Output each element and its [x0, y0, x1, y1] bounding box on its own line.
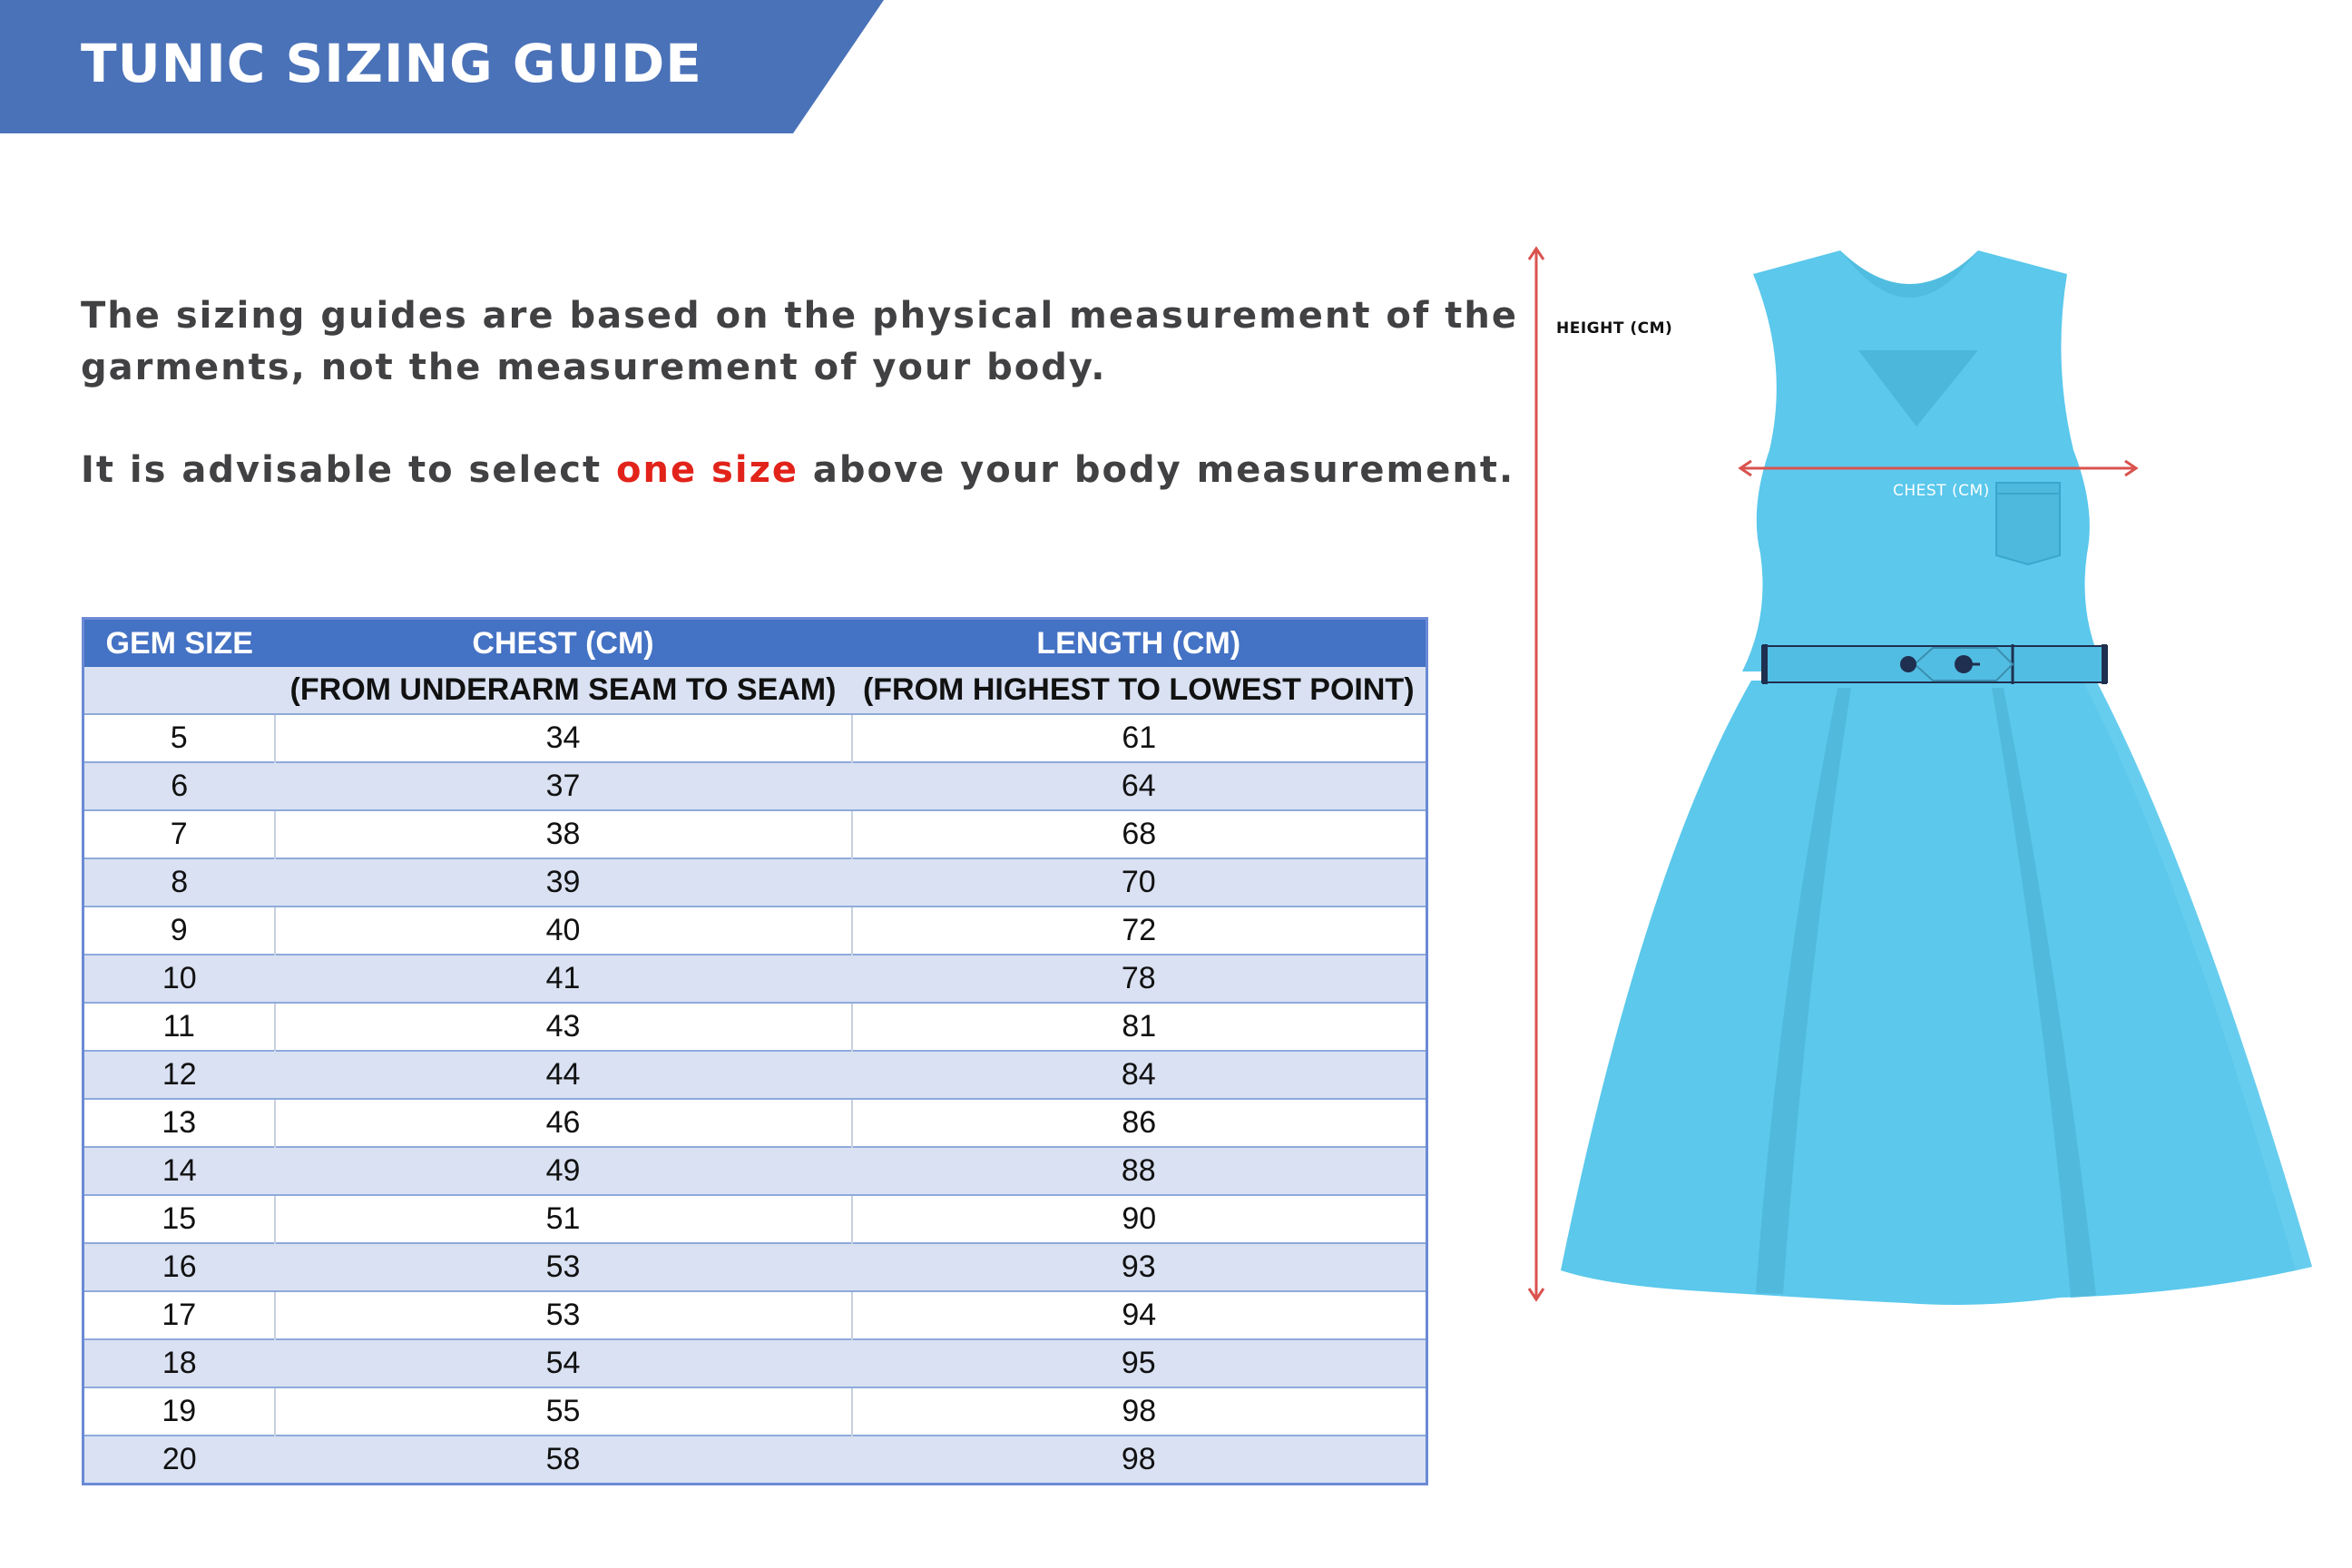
subheader-length: (FROM HIGHEST TO LOWEST POINT) — [852, 667, 1427, 714]
chest-cell: 44 — [275, 1051, 852, 1099]
table-row — [83, 762, 1427, 810]
length-cell: 61 — [852, 714, 1427, 762]
size-cell: 13 — [83, 1099, 275, 1147]
belt-button — [1900, 656, 1916, 672]
height-label: HEIGHT (CM) — [1556, 319, 1673, 338]
chest-cell: 40 — [275, 906, 852, 955]
table-row — [83, 1099, 1427, 1147]
advice-text-after: above your body measurement. — [799, 449, 1515, 491]
dress-bodice — [1742, 250, 2105, 671]
size-cell: 17 — [83, 1291, 275, 1339]
length-cell: 84 — [852, 1051, 1427, 1099]
advice-paragraph — [81, 445, 1515, 496]
length-cell: 98 — [852, 1387, 1427, 1436]
header-length: LENGTH (CM) — [852, 619, 1427, 668]
length-cell: 93 — [852, 1243, 1427, 1291]
table-row — [83, 1436, 1427, 1485]
table-row — [83, 858, 1427, 906]
table-row — [83, 1195, 1427, 1243]
size-cell: 5 — [83, 714, 275, 762]
length-cell: 68 — [852, 810, 1427, 858]
table-row — [83, 1387, 1427, 1436]
header-chest: CHEST (CM) — [275, 619, 852, 668]
advice-text-before: It is advisable to select — [81, 449, 617, 491]
chest-cell: 43 — [275, 1003, 852, 1051]
chest-cell: 37 — [275, 762, 852, 810]
size-cell: 15 — [83, 1195, 275, 1243]
chest-label: CHEST (CM) — [1893, 482, 1990, 500]
length-cell: 78 — [852, 955, 1427, 1003]
chest-cell: 58 — [275, 1436, 852, 1485]
table-row — [83, 1339, 1427, 1387]
chest-cell: 51 — [275, 1195, 852, 1243]
size-cell: 7 — [83, 810, 275, 858]
length-cell: 90 — [852, 1195, 1427, 1243]
table-row — [83, 1147, 1427, 1195]
chest-cell: 41 — [275, 955, 852, 1003]
intro-text — [81, 290, 1518, 496]
table-row — [83, 810, 1427, 858]
page-title: TUNIC SIZING GUIDE — [81, 33, 702, 94]
chest-cell: 34 — [275, 714, 852, 762]
advice-highlight: one size — [616, 449, 799, 491]
table-row — [83, 955, 1427, 1003]
disclaimer-line-1: The sizing guides are based on the physical measurement of the — [81, 295, 1518, 337]
chest-cell: 49 — [275, 1147, 852, 1195]
table-row — [83, 714, 1427, 762]
title-banner — [0, 0, 884, 133]
size-cell: 10 — [83, 955, 275, 1003]
table-row — [83, 1243, 1427, 1291]
size-cell: 11 — [83, 1003, 275, 1051]
size-cell: 18 — [83, 1339, 275, 1387]
chest-cell: 38 — [275, 810, 852, 858]
dress-skirt — [1561, 681, 2312, 1305]
length-cell: 86 — [852, 1099, 1427, 1147]
header-gem-size: GEM SIZE — [83, 619, 275, 668]
chest-cell: 53 — [275, 1243, 852, 1291]
size-cell: 12 — [83, 1051, 275, 1099]
disclaimer-line-2: garments, not the measurement of your body. — [81, 347, 1107, 388]
length-cell: 70 — [852, 858, 1427, 906]
table-row — [83, 1291, 1427, 1339]
length-cell: 98 — [852, 1436, 1427, 1485]
dress-drawing — [1506, 236, 2323, 1325]
size-cell: 20 — [83, 1436, 275, 1485]
size-cell: 8 — [83, 858, 275, 906]
dress-illustration — [1506, 236, 2323, 1325]
chest-cell: 55 — [275, 1387, 852, 1436]
length-cell: 94 — [852, 1291, 1427, 1339]
length-cell: 64 — [852, 762, 1427, 810]
size-cell: 19 — [83, 1387, 275, 1436]
size-cell: 16 — [83, 1243, 275, 1291]
length-cell: 95 — [852, 1339, 1427, 1387]
length-cell: 72 — [852, 906, 1427, 955]
table-row — [83, 906, 1427, 955]
sizing-table — [82, 617, 1428, 1485]
table-row — [83, 1003, 1427, 1051]
table-subheader-row — [83, 667, 1427, 714]
disclaimer-paragraph — [81, 290, 1518, 394]
length-cell: 81 — [852, 1003, 1427, 1051]
table-header-row — [83, 619, 1427, 668]
subheader-gem-size — [83, 667, 275, 714]
chest-cell: 53 — [275, 1291, 852, 1339]
chest-cell: 39 — [275, 858, 852, 906]
chest-cell: 54 — [275, 1339, 852, 1387]
size-cell: 6 — [83, 762, 275, 810]
size-cell: 14 — [83, 1147, 275, 1195]
table-row — [83, 1051, 1427, 1099]
length-cell: 88 — [852, 1147, 1427, 1195]
dress-pocket — [1996, 483, 2060, 564]
size-cell: 9 — [83, 906, 275, 955]
chest-cell: 46 — [275, 1099, 852, 1147]
height-measure-line — [1529, 249, 1544, 1299]
subheader-chest: (FROM UNDERARM SEAM TO SEAM) — [275, 667, 852, 714]
dress-belt — [1762, 646, 2107, 682]
